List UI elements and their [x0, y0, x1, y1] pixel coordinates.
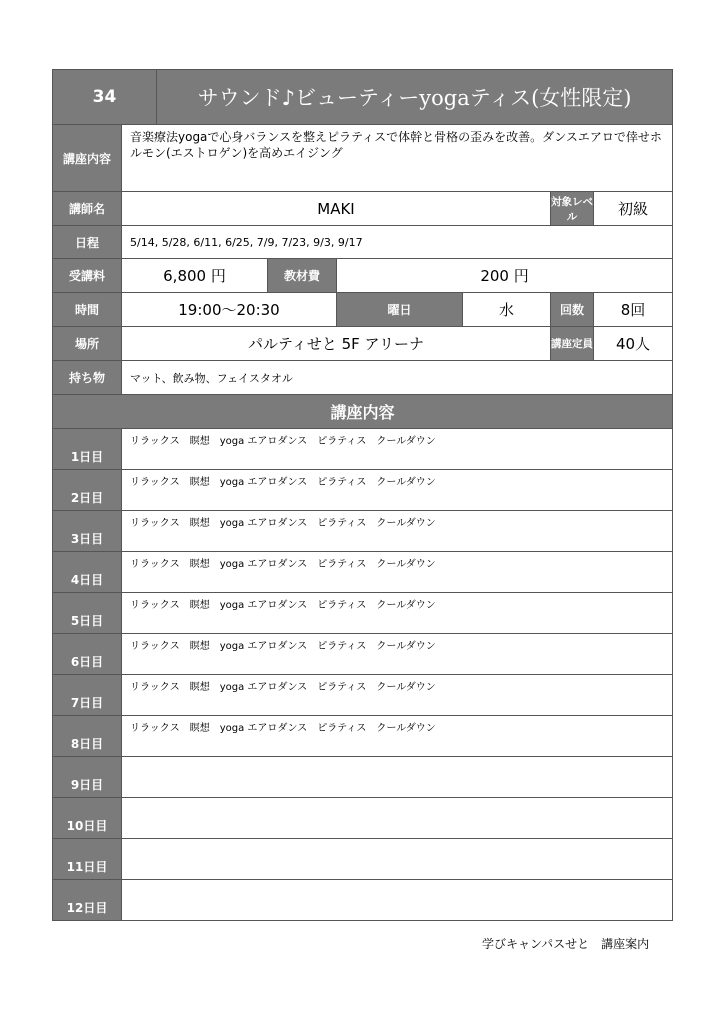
day-content: リラックス 瞑想 yoga エアロダンス ピラティス クールダウン [122, 593, 673, 634]
time-label: 時間 [53, 293, 122, 327]
day-label: 5日目 [53, 593, 122, 634]
time-value: 19:00～20:30 [122, 293, 337, 327]
day-label: 6日目 [53, 634, 122, 675]
place-value: パルティせと 5F アリーナ [122, 327, 551, 361]
instructor-label: 講師名 [53, 192, 122, 226]
place-row [53, 327, 673, 361]
course-description: 音楽療法yogaで心身バランスを整えピラティスで体幹と骨格の歪みを改善。ダンスエアロで倖せホルモン(エストロゲン)を高めエイジング [122, 125, 673, 192]
capacity-label: 講座定員 [551, 327, 594, 361]
fee-value: 6,800 円 [122, 259, 268, 293]
instructor-row [53, 192, 673, 226]
day-label: 9日目 [53, 757, 122, 798]
day-content: リラックス 瞑想 yoga エアロダンス ピラティス クールダウン [122, 470, 673, 511]
day-row [53, 470, 673, 511]
footer-text: 学びキャンパスせと 講座案内 [482, 937, 650, 951]
schedule-label: 日程 [53, 226, 122, 259]
belongings-row [53, 361, 673, 395]
section-title: 講座内容 [53, 395, 673, 429]
day-content [122, 798, 673, 839]
weekday-value: 水 [463, 293, 551, 327]
schedule-row [53, 226, 673, 259]
header-row [53, 70, 673, 125]
course-table [52, 69, 673, 921]
day-content [122, 757, 673, 798]
schedule-value: 5/14, 5/28, 6/11, 6/25, 7/9, 7/23, 9/3, 9/17 [122, 226, 673, 259]
fee-label: 受講料 [53, 259, 122, 293]
day-content: リラックス 瞑想 yoga エアロダンス ピラティス クールダウン [122, 675, 673, 716]
place-label: 場所 [53, 327, 122, 361]
day-row [53, 634, 673, 675]
day-row [53, 757, 673, 798]
day-label: 4日目 [53, 552, 122, 593]
weekday-label: 曜日 [337, 293, 463, 327]
day-row [53, 716, 673, 757]
level-value: 初級 [594, 192, 673, 226]
day-label: 10日目 [53, 798, 122, 839]
description-row [53, 125, 673, 192]
day-label: 8日目 [53, 716, 122, 757]
course-number: 34 [53, 70, 157, 125]
day-label: 11日目 [53, 839, 122, 880]
fee-row [53, 259, 673, 293]
day-content [122, 880, 673, 921]
section-row [53, 395, 673, 429]
day-row [53, 880, 673, 921]
day-content: リラックス 瞑想 yoga エアロダンス ピラティス クールダウン [122, 716, 673, 757]
day-row [53, 798, 673, 839]
instructor-value: MAKI [122, 192, 551, 226]
day-row [53, 839, 673, 880]
time-row [53, 293, 673, 327]
day-label: 7日目 [53, 675, 122, 716]
belongings-label: 持ち物 [53, 361, 122, 395]
day-content: リラックス 瞑想 yoga エアロダンス ピラティス クールダウン [122, 552, 673, 593]
level-label: 対象レベル [551, 192, 594, 226]
capacity-value: 40人 [594, 327, 673, 361]
day-label: 1日目 [53, 429, 122, 470]
day-row [53, 429, 673, 470]
belongings-value: マット、飲み物、フェイスタオル [122, 361, 673, 395]
day-row [53, 511, 673, 552]
count-value: 8回 [594, 293, 673, 327]
day-content [122, 839, 673, 880]
count-label: 回数 [551, 293, 594, 327]
day-row [53, 675, 673, 716]
day-label: 12日目 [53, 880, 122, 921]
course-title: サウンド♪ビューティーyogaティス(女性限定) [157, 70, 673, 125]
day-rows [53, 429, 673, 921]
course-sheet [52, 69, 672, 921]
material-fee-label: 教材費 [268, 259, 337, 293]
content-label: 講座内容 [53, 125, 122, 192]
day-label: 3日目 [53, 511, 122, 552]
day-row [53, 552, 673, 593]
material-fee-value: 200 円 [337, 259, 673, 293]
day-row [53, 593, 673, 634]
day-content: リラックス 瞑想 yoga エアロダンス ピラティス クールダウン [122, 429, 673, 470]
day-content: リラックス 瞑想 yoga エアロダンス ピラティス クールダウン [122, 511, 673, 552]
day-label: 2日目 [53, 470, 122, 511]
day-content: リラックス 瞑想 yoga エアロダンス ピラティス クールダウン [122, 634, 673, 675]
